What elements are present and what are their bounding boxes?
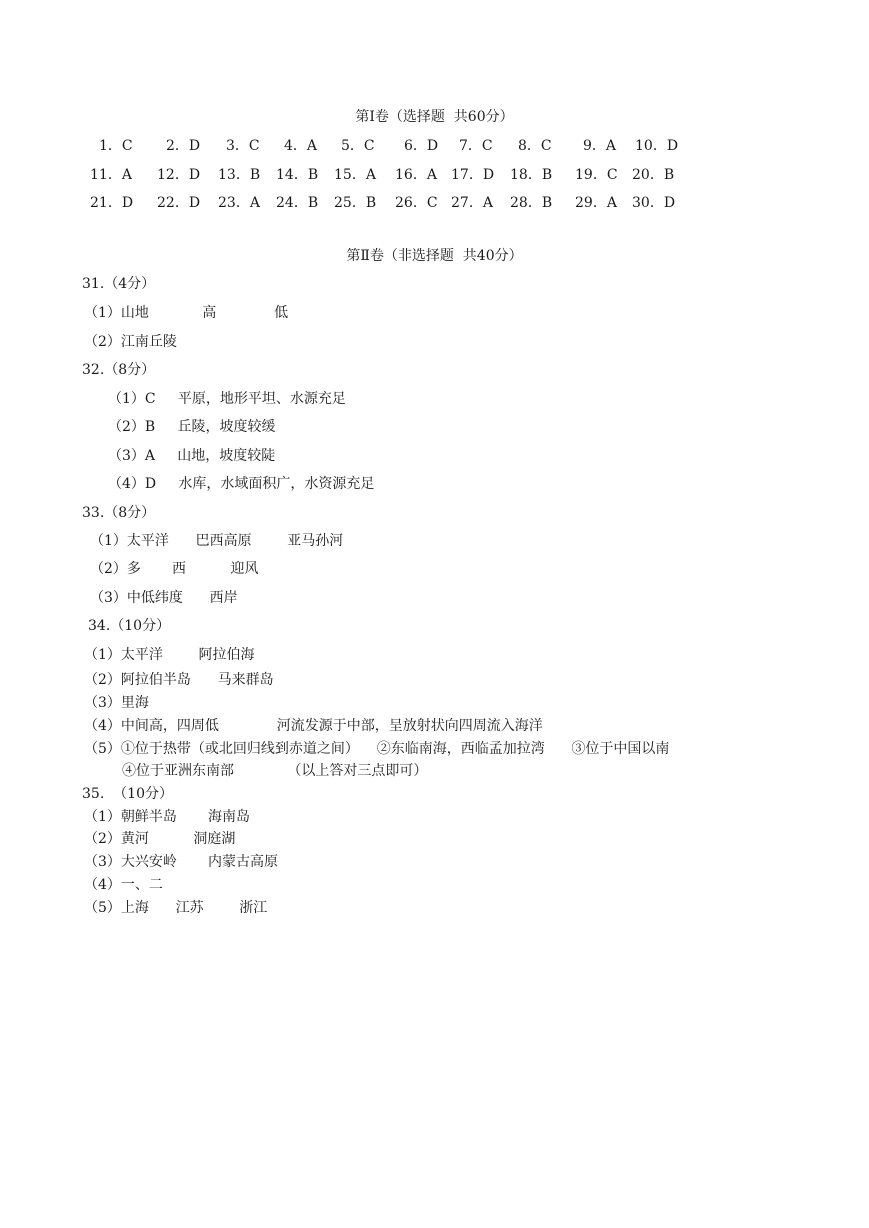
- q34-line-5: （5）①位于热带（或北回归线到赤道之间） ②东临南海，西临孟加拉湾 ③位于中国以南: [84, 741, 670, 757]
- mc-answer: 29．A: [575, 195, 617, 211]
- mc-answer: 7．C: [459, 138, 493, 154]
- q32-line-2: （2）B 丘陵，坡度较缓: [108, 419, 276, 435]
- mc-answer: 2．D: [166, 138, 201, 154]
- q34-line-3: （3）里海: [84, 695, 149, 711]
- q32-line-1: （1）C 平原，地形平坦、水源充足: [108, 391, 346, 407]
- mc-answer: 17．D: [451, 167, 495, 183]
- q35-line-5: （5）上海 江苏 浙江: [84, 900, 268, 916]
- mc-answer: 16．A: [395, 167, 437, 183]
- q31-line-2: （2）江南丘陵: [84, 334, 177, 350]
- mc-answer: 18．B: [510, 167, 553, 183]
- mc-answer: 23．A: [218, 195, 260, 211]
- q35-line-4: （4）一、二: [84, 877, 163, 893]
- mc-answer: 1．C: [99, 138, 133, 154]
- q33-line-3: （3）中低纬度 西岸: [90, 590, 238, 606]
- q32-line-3: （3）A 山地，坡度较陡: [108, 448, 276, 464]
- q34-line-6: ④位于亚洲东南部 （以上答对三点即可）: [122, 763, 428, 779]
- q35-line-1: （1）朝鲜半岛 海南岛: [84, 809, 251, 825]
- mc-answer: 30．D: [632, 195, 676, 211]
- q34-line-1: （1）太平洋 阿拉伯海: [84, 647, 255, 663]
- mc-row-2: [0, 166, 869, 184]
- mc-answer: 25．B: [334, 195, 377, 211]
- mc-answer: 28．B: [510, 195, 553, 211]
- q34-heading: 34.（10分）: [88, 618, 171, 634]
- mc-answer: 11．A: [90, 167, 132, 183]
- q32-line-4: （4）D 水库，水域面积广，水资源充足: [108, 476, 375, 492]
- mc-answer: 10．D: [635, 138, 679, 154]
- mc-answer: 6．D: [404, 138, 439, 154]
- mc-answer: 9．A: [583, 138, 617, 154]
- mc-answer: 26．C: [395, 195, 438, 211]
- q33-line-2: （2）多 西 迎风: [90, 561, 259, 577]
- q35-heading: 35. （10分）: [82, 786, 173, 802]
- q35-line-3: （3）大兴安岭 内蒙古高原: [84, 854, 279, 870]
- mc-row-1: [0, 137, 869, 155]
- mc-answer: 13．B: [218, 167, 261, 183]
- mc-row-3: [0, 194, 869, 212]
- mc-answer: 15．A: [334, 167, 376, 183]
- mc-answer: 22．D: [157, 195, 201, 211]
- mc-answer: 4．A: [284, 138, 318, 154]
- mc-answer: 20．B: [632, 167, 675, 183]
- q34-line-2: （2）阿拉伯半岛 马来群岛: [84, 672, 274, 688]
- mc-answer: 19．C: [575, 167, 618, 183]
- q31-heading: 31.（4分）: [82, 276, 156, 292]
- q33-line-1: （1）太平洋 巴西高原 亚马孙河: [90, 533, 344, 549]
- q32-heading: 32.（8分）: [82, 362, 156, 378]
- mc-answer: 5．C: [341, 138, 375, 154]
- mc-answer: 27．A: [451, 195, 493, 211]
- part1-title: 第Ⅰ卷（选择题 共60分）: [355, 109, 514, 125]
- q35-line-2: （2）黄河 洞庭湖: [84, 831, 236, 847]
- mc-answer: 8．C: [518, 138, 552, 154]
- mc-answer: 14．B: [276, 167, 319, 183]
- mc-answer: 12．D: [157, 167, 201, 183]
- mc-answer: 3．C: [226, 138, 260, 154]
- q34-line-4: （4）中间高，四周低 河流发源于中部，呈放射状向四周流入海洋: [84, 718, 543, 734]
- mc-answer: 21．D: [90, 195, 134, 211]
- mc-answer: 24．B: [276, 195, 319, 211]
- part2-title: 第Ⅱ卷（非选择题 共40分）: [346, 248, 523, 264]
- q33-heading: 33.（8分）: [82, 505, 156, 521]
- q31-line-1: （1）山地 高 低: [84, 305, 289, 321]
